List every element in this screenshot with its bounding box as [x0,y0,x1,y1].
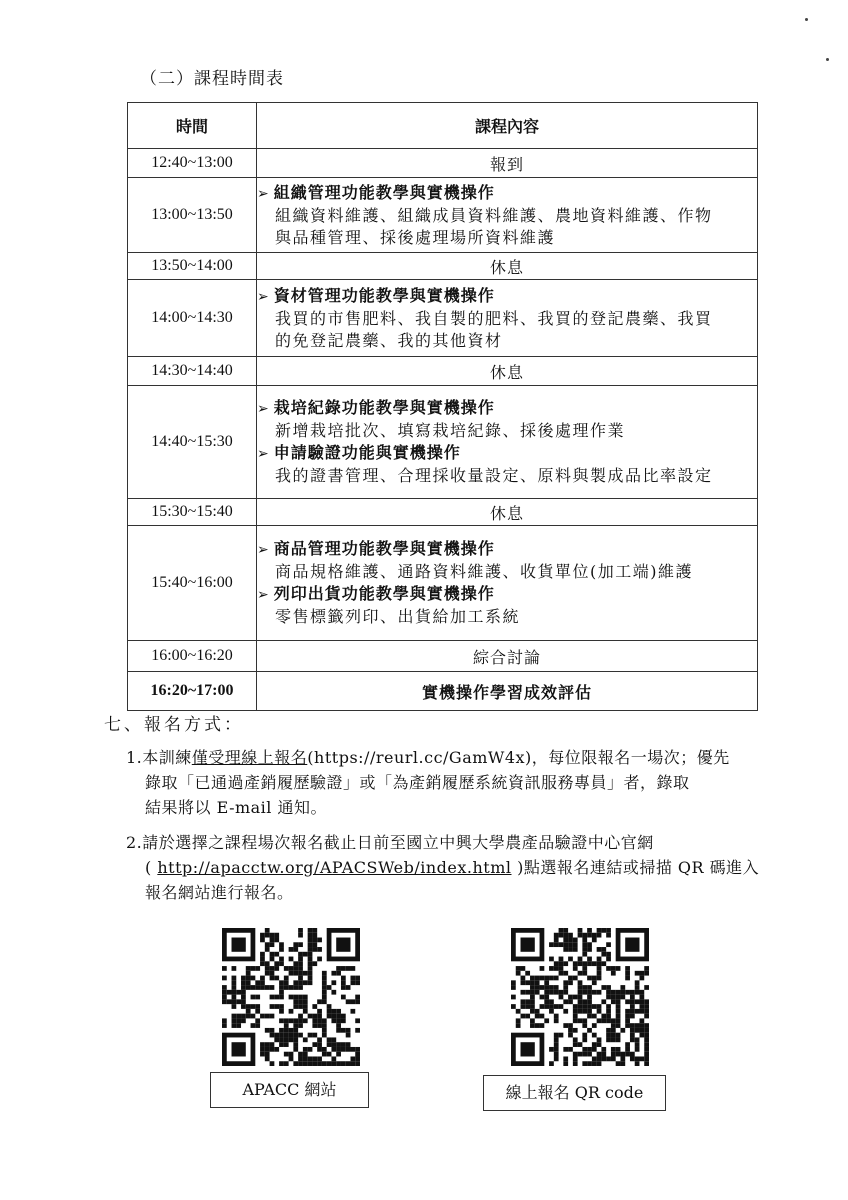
module-description: 新增栽培批次、填寫栽培紀錄、採後處理作業 [275,421,626,440]
time-cell: 14:30~14:40 [128,357,257,386]
module-content-cell [257,386,758,499]
module-title-text: 資材管理功能教學與實機操作 [273,285,495,305]
paren-open: ( [145,858,158,877]
module-description: 我買的市售肥料、我自製的肥料、我買的登記農藥、我買 [275,308,713,328]
content-cell: 休息 [257,357,758,386]
module-title-text: 栽培紀錄功能教學與實機操作 [273,398,495,417]
module-title [257,442,757,465]
registration-item-2 [126,830,766,905]
table-row [128,253,758,280]
table-row [128,178,758,253]
apacc-link[interactable]: http://apacctw.org/APACSWeb/index.html [157,858,512,877]
module-description: 零售標籤列印、出貨給加工系統 [275,607,521,626]
module-description: 我的證書管理、合理採收量設定、原料與製成品比率設定 [275,466,713,485]
module-content-cell [257,178,758,253]
arrow-bullet-icon: ➢ [257,288,270,305]
item1-line1-rest: (https://reurl.cc/GamW4x)，每位限報名一場次；優先 [307,748,730,767]
content-cell: 綜合討論 [257,641,758,672]
item2-line2 [126,855,766,880]
content-cell: 休息 [257,253,758,280]
item2-line1: 請於選擇之課程場次報名截止日前至國立中興大學農產品驗證中心官網 [142,833,654,852]
module-title [257,538,757,561]
online-only-text: 僅受理線上報名 [191,748,308,767]
time-cell: 13:00~13:50 [128,178,257,253]
time-cell: 15:40~16:00 [128,526,257,641]
table-row [128,672,758,711]
arrow-bullet-icon: ➢ [257,587,270,603]
schedule-body [128,149,758,711]
scan-speck [826,58,829,61]
table-row [128,641,758,672]
content-cell: 報到 [257,149,758,178]
header-time: 時間 [128,103,257,149]
schedule-section-title: （二）課程時間表 [140,69,284,89]
time-cell: 14:40~15:30 [128,386,257,499]
module-title-text: 商品管理功能教學與實機操作 [273,539,495,558]
table-header-row [128,103,758,149]
content-cell: 實機操作學習成效評估 [257,672,758,711]
module-title [257,182,757,205]
item-number: 1. [126,748,143,767]
item1-pre: 本訓練 [142,748,192,767]
content-cell: 休息 [257,499,758,526]
table-row [128,526,758,641]
module-content-cell [257,526,758,641]
arrow-bullet-icon: ➢ [257,185,270,202]
module-title-text: 組織管理功能教學與實機操作 [273,182,495,202]
module-title-text: 列印出貨功能教學與實機操作 [273,584,495,603]
table-row [128,280,758,357]
header-content: 課程內容 [257,103,758,149]
module-description: 組織資料維護、組織成員資料維護、農地資料維護、作物 [275,205,713,225]
time-cell: 13:50~14:00 [128,253,257,280]
table-row [128,149,758,178]
time-cell: 12:40~13:00 [128,149,257,178]
module-content-cell [257,280,758,357]
module-title [257,583,757,606]
qr-code-icon[interactable] [511,928,649,1066]
course-schedule-table [127,102,758,711]
time-cell: 14:00~14:30 [128,280,257,357]
item2-line3: 報名網站進行報名。 [145,883,294,902]
online-registration-qr-label: 線上報名 QR code [483,1075,666,1111]
arrow-bullet-icon: ➢ [257,542,270,558]
module-description: 與品種管理、採後處理場所資料維護 [275,227,556,247]
table-row [128,386,758,499]
apacc-website-label: APACC 網站 [210,1072,369,1108]
arrow-bullet-icon: ➢ [257,446,270,462]
module-title-text: 申請驗證功能與實機操作 [273,443,461,462]
time-cell: 16:00~16:20 [128,641,257,672]
registration-item-1 [126,745,766,820]
table-row [128,499,758,526]
item1-line3: 結果將以 E-mail 通知。 [145,798,328,817]
item1-line2: 錄取「已通過產銷履歷驗證」或「為產銷履歷系統資訊服務專員」者，錄取 [145,773,690,792]
module-description: 的免登記農藥、我的其他資材 [275,330,503,350]
arrow-bullet-icon: ➢ [257,401,270,417]
qr-code-icon[interactable] [222,928,360,1066]
scan-speck [805,18,808,21]
item2-line2-post: )點選報名連結或掃描 QR 碼進入 [511,858,760,877]
registration-heading: 七、報名方式： [104,715,244,735]
module-title [257,397,757,420]
time-cell: 15:30~15:40 [128,499,257,526]
module-description: 商品規格維護、通路資料維護、收貨單位(加工端)維護 [275,562,693,581]
time-cell: 16:20~17:00 [128,672,257,711]
module-title [257,285,757,308]
table-row [128,357,758,386]
item-number: 2. [126,833,143,852]
